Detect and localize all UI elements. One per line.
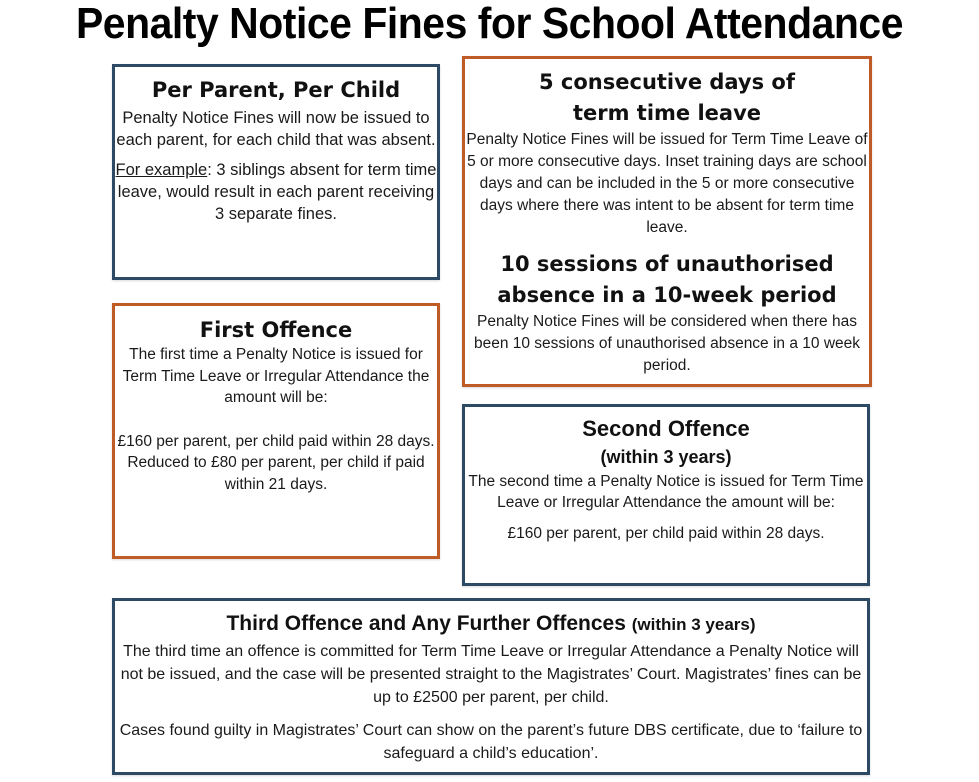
unauthorised-heading-line1: 10 sessions of unauthorised <box>500 252 834 276</box>
page-title: Penalty Notice Fines for School Attendance <box>75 0 904 48</box>
term-time-heading-line2: term time leave <box>572 101 762 125</box>
third-offence-heading <box>115 609 867 640</box>
per-parent-per-child-box <box>112 64 440 280</box>
second-offence-fine: £160 per parent, per child paid within 28 days. <box>507 525 825 542</box>
second-offence-heading: Second Offence <box>582 416 750 441</box>
term-time-heading <box>465 67 869 129</box>
second-offence-box <box>462 404 870 586</box>
per-parent-body: Penalty Notice Fines will now be issued to each parent, for each child that was absent. <box>116 109 436 149</box>
per-parent-example <box>115 159 437 225</box>
first-offence-box <box>112 303 440 559</box>
second-offence-subheading: (within 3 years) <box>600 447 732 467</box>
example-label: For example <box>115 161 208 179</box>
per-parent-heading: Per Parent, Per Child <box>151 78 401 102</box>
term-time-heading-line1: 5 consecutive days of <box>539 70 795 94</box>
first-offence-heading: First Offence <box>199 318 353 342</box>
third-offence-body: The third time an offence is committed for Term Time Leave or Irregular Attendance a Penalty Notice will not be issued, and the case will be presented straight to the Magistrates’ Court. Magistrates’ fines can be up to £2500 per parent, per child. <box>120 643 862 706</box>
first-offence-fine: £160 per parent, per child paid within 28 days. <box>117 432 435 450</box>
unauthorised-heading-line2: absence in a 10-week period <box>497 283 837 307</box>
term-time-body: Penalty Notice Fines will be issued for Term Time Leave of 5 or more consecutive days. Inset training days are school days and can be included in the 5 or more consecutive days where there was intent to be absent for term time leave. <box>466 131 868 236</box>
unauthorised-absence-body: Penalty Notice Fines will be considered when there has been 10 sessions of unauthorised absence in a 10 week period. <box>473 313 861 374</box>
example-text: : 3 siblings absent for term time leave, would result in each parent receiving 3 separate fines. <box>117 161 437 223</box>
first-offence-body: The first time a Penalty Notice is issued for Term Time Leave or Irregular Attendance the amount will be: <box>122 346 430 406</box>
term-time-leave-box <box>462 56 872 387</box>
third-offence-subheading: (within 3 years) <box>631 615 756 634</box>
first-offence-reduced: Reduced to £80 per parent, per child if paid within 21 days. <box>127 454 425 493</box>
third-offence-note: Cases found guilty in Magistrates’ Court can show on the parent’s future DBS certificate, due to ‘failure to safeguard a child’s education’. <box>119 722 863 762</box>
unauthorised-absence-heading <box>465 249 869 311</box>
second-offence-body: The second time a Penalty Notice is issued for Term Time Leave or Irregular Attendance the amount will be: <box>468 473 864 511</box>
third-offence-box <box>112 598 870 775</box>
third-offence-heading-text: Third Offence and Any Further Offences <box>226 612 626 635</box>
